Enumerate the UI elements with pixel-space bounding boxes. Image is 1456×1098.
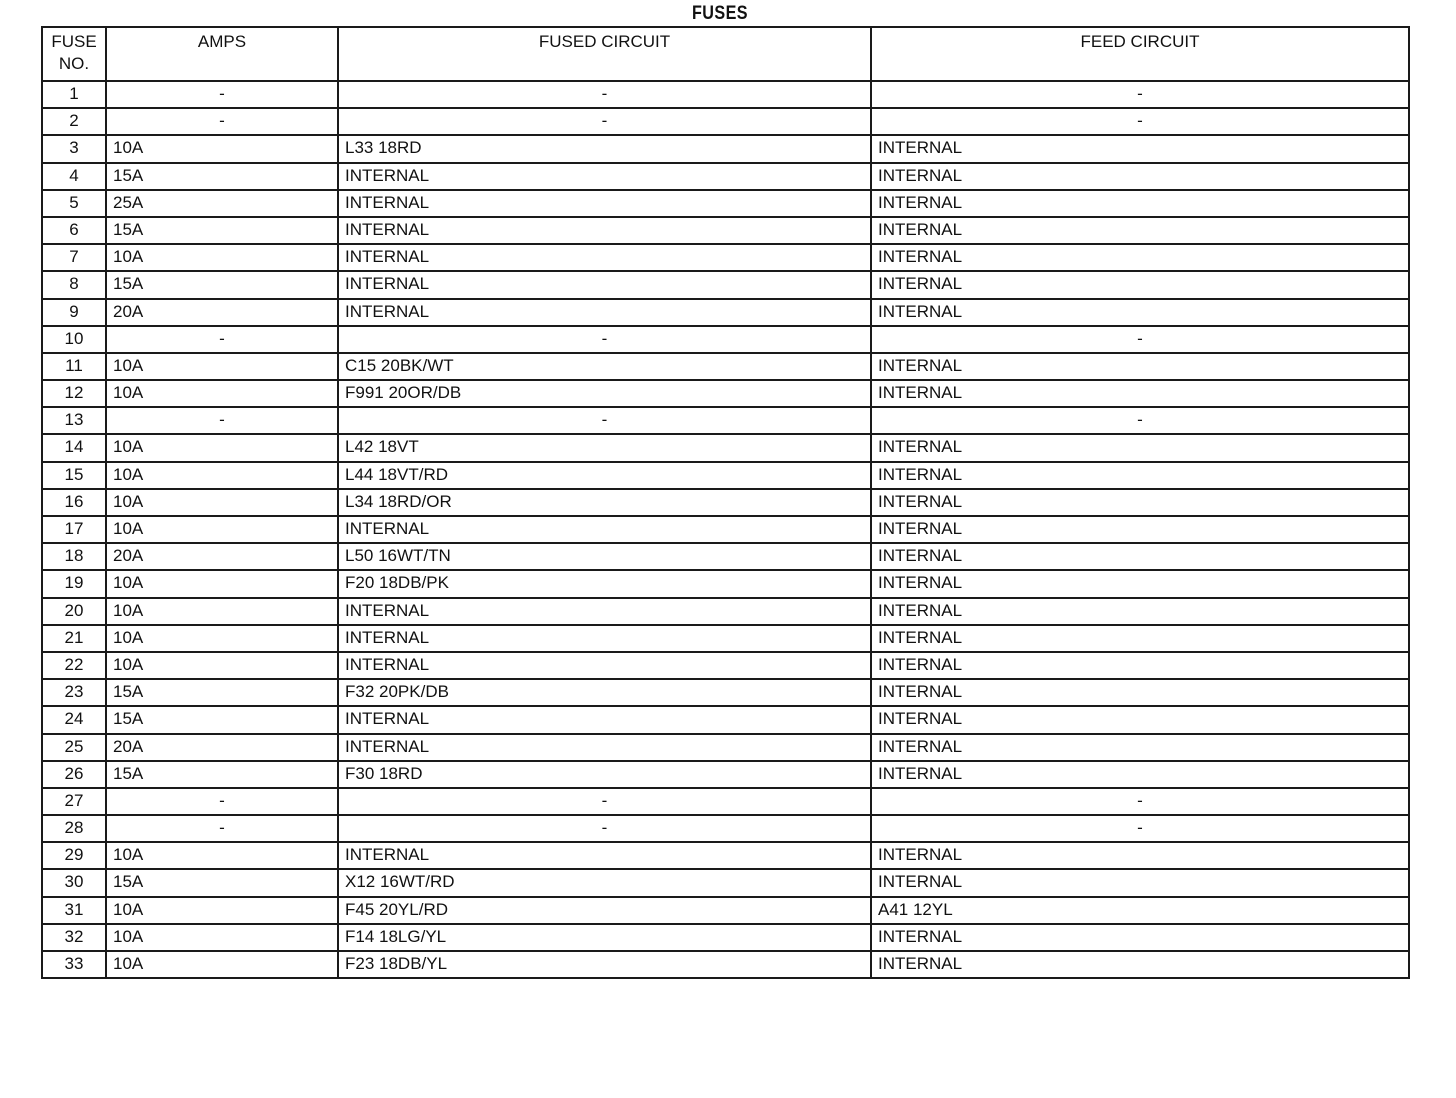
amps-cell: 10A	[106, 516, 338, 543]
header-amps: AMPS	[106, 27, 338, 81]
amps-cell: -	[106, 108, 338, 135]
feed-circuit-cell: -	[871, 815, 1409, 842]
table-row	[42, 326, 1409, 353]
fuse-number-cell: 10	[42, 326, 106, 353]
fused-circuit-cell: INTERNAL	[338, 516, 871, 543]
feed-circuit-cell: -	[871, 108, 1409, 135]
fused-circuit-cell: L34 18RD/OR	[338, 489, 871, 516]
amps-cell: 10A	[106, 244, 338, 271]
table-row	[42, 734, 1409, 761]
amps-cell: 25A	[106, 190, 338, 217]
fused-circuit-cell: INTERNAL	[338, 706, 871, 733]
fused-circuit-cell: F23 18DB/YL	[338, 951, 871, 978]
page-title: FUSES	[692, 3, 748, 24]
fused-circuit-cell: INTERNAL	[338, 163, 871, 190]
table-row	[42, 271, 1409, 298]
amps-cell: 10A	[106, 462, 338, 489]
fuse-number-cell: 29	[42, 842, 106, 869]
fused-circuit-cell: -	[338, 788, 871, 815]
feed-circuit-cell: INTERNAL	[871, 842, 1409, 869]
table-row	[42, 516, 1409, 543]
fuse-number-cell: 18	[42, 543, 106, 570]
fuse-number-cell: 7	[42, 244, 106, 271]
fused-circuit-cell: L42 18VT	[338, 434, 871, 461]
table-row	[42, 924, 1409, 951]
feed-circuit-cell: -	[871, 407, 1409, 434]
amps-cell: 10A	[106, 380, 338, 407]
feed-circuit-cell: INTERNAL	[871, 625, 1409, 652]
fuse-number-cell: 32	[42, 924, 106, 951]
feed-circuit-cell: INTERNAL	[871, 380, 1409, 407]
amps-cell: -	[106, 326, 338, 353]
feed-circuit-cell: -	[871, 326, 1409, 353]
amps-cell: 10A	[106, 951, 338, 978]
amps-cell: 10A	[106, 434, 338, 461]
table-row	[42, 543, 1409, 570]
table-row	[42, 462, 1409, 489]
amps-cell: 10A	[106, 353, 338, 380]
fused-circuit-cell: F30 18RD	[338, 761, 871, 788]
fuse-table	[41, 26, 1410, 979]
amps-cell: 15A	[106, 271, 338, 298]
fuse-number-cell: 17	[42, 516, 106, 543]
table-row	[42, 652, 1409, 679]
fuse-number-cell: 3	[42, 135, 106, 162]
fuse-number-cell: 19	[42, 570, 106, 597]
table-row	[42, 761, 1409, 788]
table-row	[42, 353, 1409, 380]
table-row	[42, 190, 1409, 217]
feed-circuit-cell: -	[871, 81, 1409, 108]
fused-circuit-cell: INTERNAL	[338, 625, 871, 652]
amps-cell: 15A	[106, 869, 338, 896]
table-row	[42, 570, 1409, 597]
fuse-number-cell: 1	[42, 81, 106, 108]
feed-circuit-cell: INTERNAL	[871, 924, 1409, 951]
table-row	[42, 407, 1409, 434]
header-row	[42, 27, 1409, 81]
fuse-number-cell: 4	[42, 163, 106, 190]
table-row	[42, 380, 1409, 407]
feed-circuit-cell: INTERNAL	[871, 761, 1409, 788]
amps-cell: 15A	[106, 679, 338, 706]
amps-cell: 15A	[106, 163, 338, 190]
fuse-number-cell: 33	[42, 951, 106, 978]
feed-circuit-cell: INTERNAL	[871, 679, 1409, 706]
fused-circuit-cell: -	[338, 81, 871, 108]
table-row	[42, 625, 1409, 652]
amps-cell: -	[106, 815, 338, 842]
feed-circuit-cell: INTERNAL	[871, 217, 1409, 244]
fuse-number-cell: 11	[42, 353, 106, 380]
table-row	[42, 951, 1409, 978]
fused-circuit-cell: L33 18RD	[338, 135, 871, 162]
amps-cell: 10A	[106, 489, 338, 516]
feed-circuit-cell: A41 12YL	[871, 897, 1409, 924]
amps-cell: -	[106, 788, 338, 815]
fused-circuit-cell: C15 20BK/WT	[338, 353, 871, 380]
fused-circuit-cell: L50 16WT/TN	[338, 543, 871, 570]
amps-cell: 10A	[106, 924, 338, 951]
fused-circuit-cell: F991 20OR/DB	[338, 380, 871, 407]
fused-circuit-cell: INTERNAL	[338, 190, 871, 217]
table-row	[42, 163, 1409, 190]
table-row	[42, 788, 1409, 815]
amps-cell: 10A	[106, 625, 338, 652]
table-row	[42, 244, 1409, 271]
fuse-number-cell: 23	[42, 679, 106, 706]
fused-circuit-cell: INTERNAL	[338, 598, 871, 625]
table-row	[42, 217, 1409, 244]
fused-circuit-cell: INTERNAL	[338, 217, 871, 244]
amps-cell: -	[106, 81, 338, 108]
table-body	[42, 81, 1409, 978]
table-row	[42, 489, 1409, 516]
feed-circuit-cell: INTERNAL	[871, 489, 1409, 516]
fused-circuit-cell: X12 16WT/RD	[338, 869, 871, 896]
fuse-number-cell: 27	[42, 788, 106, 815]
fuse-number-cell: 16	[42, 489, 106, 516]
fused-circuit-cell: -	[338, 815, 871, 842]
table-row	[42, 81, 1409, 108]
table-row	[42, 815, 1409, 842]
fuse-number-cell: 12	[42, 380, 106, 407]
amps-cell: 10A	[106, 135, 338, 162]
fuse-number-cell: 24	[42, 706, 106, 733]
amps-cell: 20A	[106, 543, 338, 570]
feed-circuit-cell: INTERNAL	[871, 299, 1409, 326]
fused-circuit-cell: F20 18DB/PK	[338, 570, 871, 597]
table-row	[42, 299, 1409, 326]
table-row	[42, 869, 1409, 896]
table-row	[42, 897, 1409, 924]
feed-circuit-cell: INTERNAL	[871, 951, 1409, 978]
feed-circuit-cell: INTERNAL	[871, 135, 1409, 162]
feed-circuit-cell: INTERNAL	[871, 516, 1409, 543]
amps-cell: 10A	[106, 842, 338, 869]
amps-cell: 10A	[106, 598, 338, 625]
feed-circuit-cell: INTERNAL	[871, 570, 1409, 597]
fuse-number-cell: 22	[42, 652, 106, 679]
fused-circuit-cell: INTERNAL	[338, 271, 871, 298]
amps-cell: 15A	[106, 706, 338, 733]
table-row	[42, 706, 1409, 733]
amps-cell: 10A	[106, 652, 338, 679]
feed-circuit-cell: INTERNAL	[871, 244, 1409, 271]
fuse-number-cell: 26	[42, 761, 106, 788]
table-row	[42, 679, 1409, 706]
amps-cell: -	[106, 407, 338, 434]
fused-circuit-cell: F14 18LG/YL	[338, 924, 871, 951]
feed-circuit-cell: INTERNAL	[871, 462, 1409, 489]
fuse-number-cell: 9	[42, 299, 106, 326]
fused-circuit-cell: INTERNAL	[338, 652, 871, 679]
fused-circuit-cell: INTERNAL	[338, 842, 871, 869]
table-row	[42, 135, 1409, 162]
fused-circuit-cell: INTERNAL	[338, 734, 871, 761]
fused-circuit-cell: -	[338, 326, 871, 353]
fuse-number-cell: 20	[42, 598, 106, 625]
fuse-number-cell: 31	[42, 897, 106, 924]
feed-circuit-cell: INTERNAL	[871, 869, 1409, 896]
amps-cell: 15A	[106, 761, 338, 788]
table-row	[42, 108, 1409, 135]
fuse-number-cell: 8	[42, 271, 106, 298]
fuse-number-cell: 14	[42, 434, 106, 461]
fused-circuit-cell: -	[338, 407, 871, 434]
feed-circuit-cell: -	[871, 788, 1409, 815]
fused-circuit-cell: INTERNAL	[338, 244, 871, 271]
table-row	[42, 434, 1409, 461]
fuse-number-cell: 6	[42, 217, 106, 244]
fuse-number-cell: 21	[42, 625, 106, 652]
header-feed-circuit: FEED CIRCUIT	[871, 27, 1409, 81]
fused-circuit-cell: F45 20YL/RD	[338, 897, 871, 924]
fuse-number-cell: 25	[42, 734, 106, 761]
feed-circuit-cell: INTERNAL	[871, 706, 1409, 733]
fused-circuit-cell: INTERNAL	[338, 299, 871, 326]
amps-cell: 20A	[106, 299, 338, 326]
feed-circuit-cell: INTERNAL	[871, 598, 1409, 625]
fused-circuit-cell: F32 20PK/DB	[338, 679, 871, 706]
header-fused-circuit: FUSED CIRCUIT	[338, 27, 871, 81]
fuse-number-cell: 5	[42, 190, 106, 217]
table-row	[42, 598, 1409, 625]
feed-circuit-cell: INTERNAL	[871, 543, 1409, 570]
feed-circuit-cell: INTERNAL	[871, 271, 1409, 298]
fuse-number-cell: 2	[42, 108, 106, 135]
fused-circuit-cell: L44 18VT/RD	[338, 462, 871, 489]
amps-cell: 10A	[106, 897, 338, 924]
fuse-number-cell: 28	[42, 815, 106, 842]
fuse-number-cell: 13	[42, 407, 106, 434]
fuse-number-cell: 30	[42, 869, 106, 896]
amps-cell: 20A	[106, 734, 338, 761]
fuse-number-cell: 15	[42, 462, 106, 489]
fused-circuit-cell: -	[338, 108, 871, 135]
feed-circuit-cell: INTERNAL	[871, 190, 1409, 217]
feed-circuit-cell: INTERNAL	[871, 353, 1409, 380]
feed-circuit-cell: INTERNAL	[871, 163, 1409, 190]
feed-circuit-cell: INTERNAL	[871, 734, 1409, 761]
amps-cell: 10A	[106, 570, 338, 597]
feed-circuit-cell: INTERNAL	[871, 652, 1409, 679]
header-fuse-no: FUSE NO.	[42, 27, 106, 81]
table-row	[42, 842, 1409, 869]
amps-cell: 15A	[106, 217, 338, 244]
feed-circuit-cell: INTERNAL	[871, 434, 1409, 461]
